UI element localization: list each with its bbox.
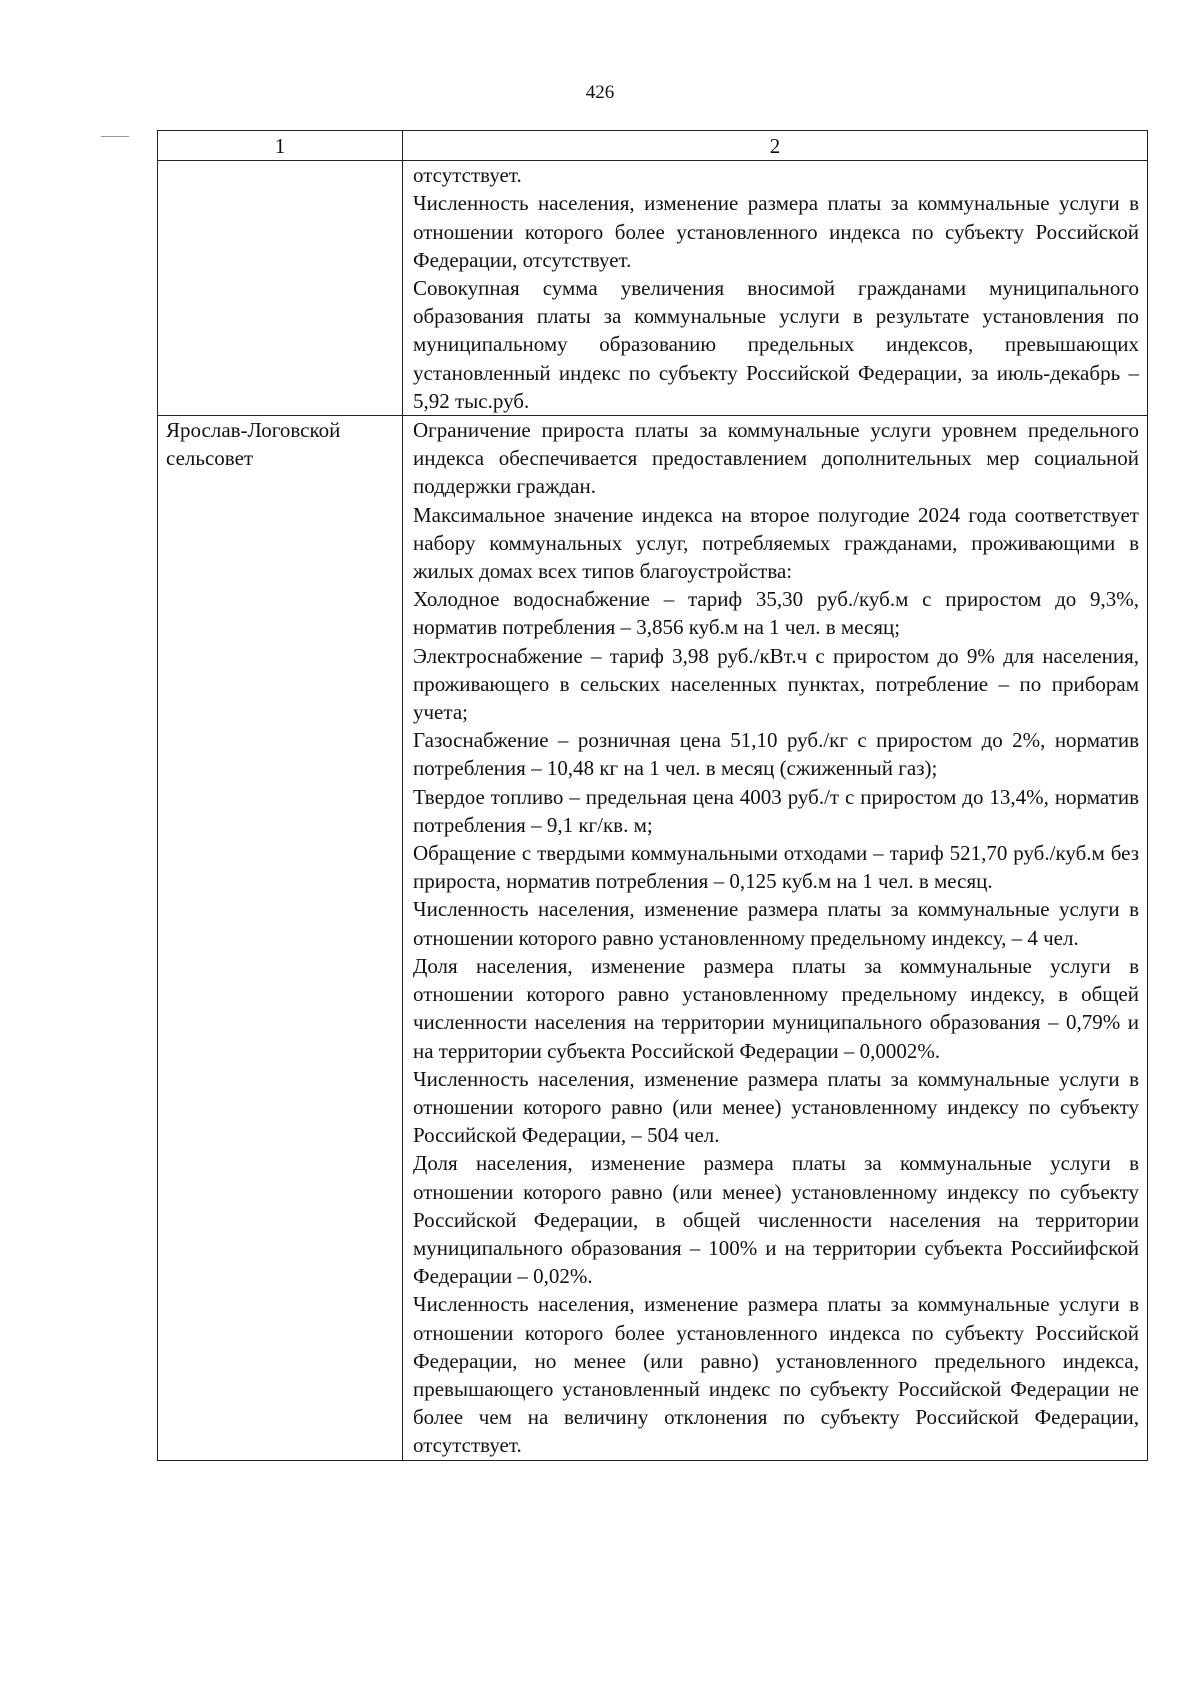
paragraph: Численность населения, изменение размера платы за коммунальные услуги в отношении которого более установленного индекса по субъекту Российской Федерации, отсутствует. <box>413 191 1139 272</box>
column-header-1: 1 <box>158 131 403 161</box>
paragraph: Газоснабжение – розничная цена 51,10 руб./кг с приростом до 2%, норматив потребления – 10,48 кг на 1 чел. в месяц (сжиженный газ); <box>413 728 1139 781</box>
description-cell <box>403 416 1148 1461</box>
paragraph: Численность населения, изменение размера платы за коммунальные услуги в отношении которого более установленного индекса по субъекту Российской Федерации, но менее (или равно) установленного предельного индекса, превышающего установленный индекс по субъекту Российской Федерации не более чем на величину отклонения по субъекту Российской Федерации, отсутствует. <box>413 1292 1139 1458</box>
paragraph: Доля населения, изменение размера платы за коммунальные услуги в отношении которого равно (или менее) установленному индексу по субъекту Российской Федерации, в общей численности населения на территории муниципального образования – 100% и на территории субъекта Российифской Федерации – 0,02%. <box>413 1151 1139 1289</box>
table-row <box>158 416 1148 1461</box>
description-cell <box>403 161 1148 416</box>
paragraph: отсутствует. <box>413 163 522 188</box>
municipality-name-cell: Ярослав-Логовской сельсовет <box>158 416 403 1461</box>
document-table <box>157 130 1148 1461</box>
paragraph: Электроснабжение – тариф 3,98 руб./кВт.ч с приростом до 9% для населения, проживающего в сельских населенных пунктах, потребление – по приборам учета; <box>413 643 1139 725</box>
paragraph: Обращение с твердыми коммунальными отходами – тариф 521,70 руб./куб.м без прироста, норматив потребления – 0,125 куб.м на 1 чел. в месяц. <box>413 841 1139 894</box>
paragraph: Численность населения, изменение размера платы за коммунальные услуги в отношении которого равно установленному предельному индексу, – 4 чел. <box>413 897 1139 950</box>
page-number: 426 <box>585 82 615 103</box>
table-row <box>158 161 1148 416</box>
paragraph: Максимальное значение индекса на второе полугодие 2024 года соответствует набору коммунальных услуг, потребляемых гражданами, проживающими в жилых домах всех типов благоустройства: <box>413 502 1139 584</box>
paragraph: Твердое топливо – предельная цена 4003 руб./т с приростом до 13,4%, норматив потребления – 9,1 кг/кв. м; <box>413 784 1139 837</box>
paragraph: Ограничение прироста платы за коммунальные услуги уровнем предельного индекса обеспечивается предоставлением дополнительных мер социальной поддержки граждан. <box>413 418 1139 499</box>
paragraph: Совокупная сумма увеличения вносимой гражданами муниципального образования платы за коммунальные услуги в результате установления по муниципальному образованию предельных индексов, превышающих установленный индекс по субъекту Российской Федерации, за июль-декабрь – 5,92 тыс.руб. <box>413 276 1139 413</box>
municipality-name-cell <box>158 161 403 416</box>
table-header-row <box>158 131 1148 161</box>
scan-mark <box>101 136 129 137</box>
paragraph: Доля населения, изменение размера платы за коммунальные услуги в отношении которого равно установленному предельному индексу, в общей численности населения на территории муниципального образования – 0,79% и на территории субъекта Российской Федерации – 0,0002%. <box>413 953 1139 1063</box>
paragraph: Холодное водоснабжение – тариф 35,30 руб./куб.м с приростом до 9,3%, норматив потребления – 3,856 куб.м на 1 чел. в месяц; <box>413 587 1139 640</box>
column-header-2: 2 <box>403 131 1148 161</box>
paragraph: Численность населения, изменение размера платы за коммунальные услуги в отношении которого равно (или менее) установленному индексу по субъекту Российской Федерации, – 504 чел. <box>413 1066 1139 1148</box>
